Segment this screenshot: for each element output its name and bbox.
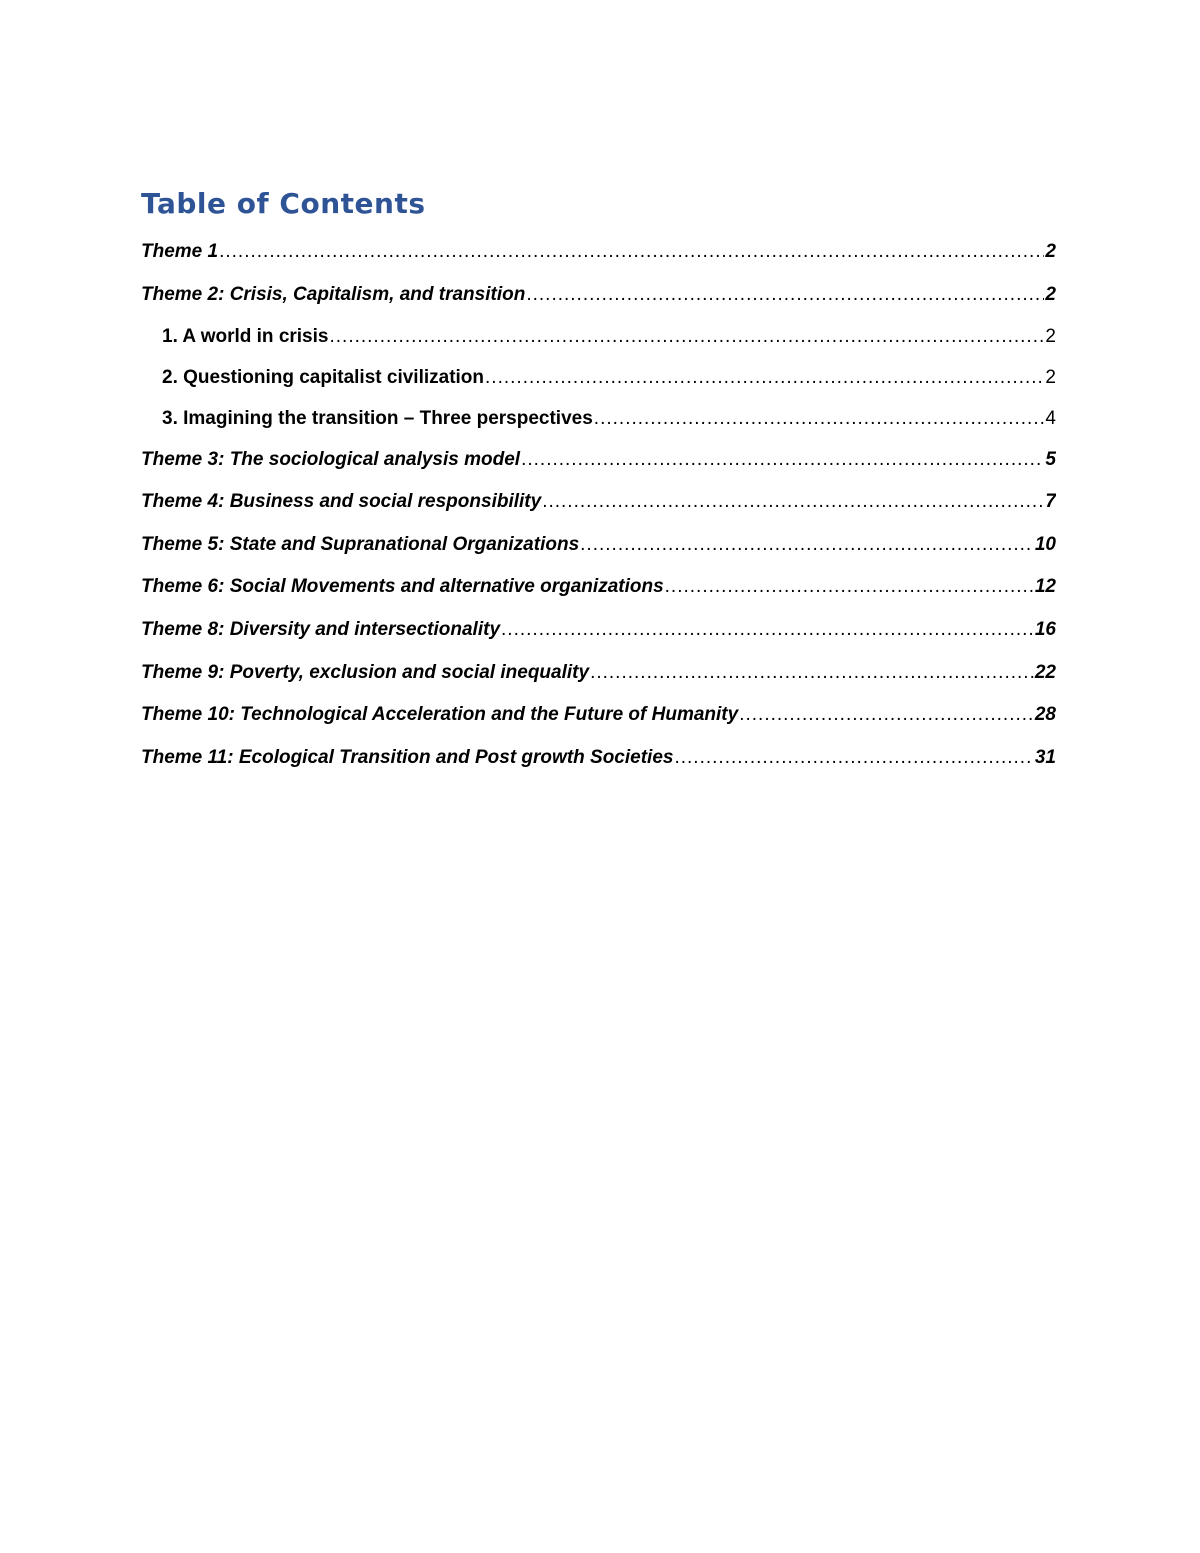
toc-entry-world-in-crisis[interactable]: [141, 319, 1056, 360]
toc-dot-leader: [594, 401, 1045, 437]
toc-entry-imagining-transition[interactable]: [141, 401, 1056, 442]
toc-dot-leader: [665, 569, 1034, 605]
toc-entry-theme-5[interactable]: [141, 527, 1056, 570]
toc-entry-text: Theme 11: Ecological Transition and Post growth Societies: [141, 746, 674, 768]
toc-entry-text: Theme 4: Business and social responsibility: [141, 491, 542, 513]
toc-dot-leader: [485, 360, 1044, 396]
toc-entry-page: 2: [1045, 241, 1056, 262]
toc-entry-page: 2: [1045, 366, 1056, 388]
toc-dot-leader: [674, 740, 1033, 776]
toc-entry-text: 3. Imagining the transition – Three perspectives: [162, 407, 593, 429]
toc-entry-theme-6[interactable]: [141, 569, 1056, 612]
toc-entry-page: 2: [1045, 326, 1056, 348]
toc-dot-leader: [590, 655, 1034, 691]
toc-entry-theme-1[interactable]: [141, 234, 1056, 277]
toc-entry-text: Theme 6: Social Movements and alternative organizations: [141, 576, 664, 598]
toc-entry-theme-11[interactable]: [141, 740, 1056, 783]
toc-entry-text: Theme 2: Crisis, Capitalism, and transition: [141, 283, 526, 305]
toc-entry-page: 7: [1045, 491, 1056, 513]
toc-entry-theme-4[interactable]: [141, 484, 1056, 527]
toc-dot-leader: [580, 527, 1034, 563]
toc-entry-theme-8[interactable]: [141, 612, 1056, 655]
toc-entry-page: 31: [1034, 746, 1056, 768]
toc-dot-leader: [521, 442, 1044, 478]
toc-entry-text: Theme 1: [141, 241, 219, 262]
toc-entry-text: 2. Questioning capitalist civilization: [162, 366, 485, 388]
toc-entry-text: Theme 10: Technological Acceleration and the Future of Humanity: [141, 704, 739, 726]
toc-list: [141, 234, 1056, 782]
toc-entry-theme-2[interactable]: [141, 277, 1056, 320]
toc-entry-text: Theme 9: Poverty, exclusion and social inequality: [141, 661, 590, 683]
toc-entry-page: 22: [1034, 661, 1056, 683]
toc-entry-page: 4: [1045, 407, 1056, 429]
toc-entry-page: 28: [1034, 704, 1056, 726]
toc-title: Table of Contents: [141, 187, 426, 220]
toc-entry-theme-10[interactable]: [141, 697, 1056, 740]
toc-dot-leader: [329, 319, 1044, 355]
toc-entry-page: 5: [1045, 448, 1056, 470]
toc-entry-theme-9[interactable]: [141, 655, 1056, 698]
toc-entry-text: 1. A world in crisis: [162, 326, 329, 348]
toc-entry-text: Theme 3: The sociological analysis model: [141, 448, 521, 470]
toc-dot-leader: [526, 277, 1044, 313]
toc-entry-page: 10: [1034, 533, 1056, 555]
toc-dot-leader: [219, 234, 1044, 270]
toc-dot-leader: [739, 697, 1034, 733]
toc-entry-page: 2: [1045, 283, 1056, 305]
toc-entry-text: Theme 8: Diversity and intersectionality: [141, 618, 501, 640]
toc-entry-page: 12: [1034, 576, 1056, 598]
toc-dot-leader: [501, 612, 1034, 648]
toc-entry-text: Theme 5: State and Supranational Organizations: [141, 533, 580, 555]
toc-dot-leader: [542, 484, 1044, 520]
toc-entry-page: 16: [1034, 618, 1056, 640]
toc-entry-questioning-capitalism[interactable]: [141, 360, 1056, 401]
toc-entry-theme-3[interactable]: [141, 442, 1056, 485]
